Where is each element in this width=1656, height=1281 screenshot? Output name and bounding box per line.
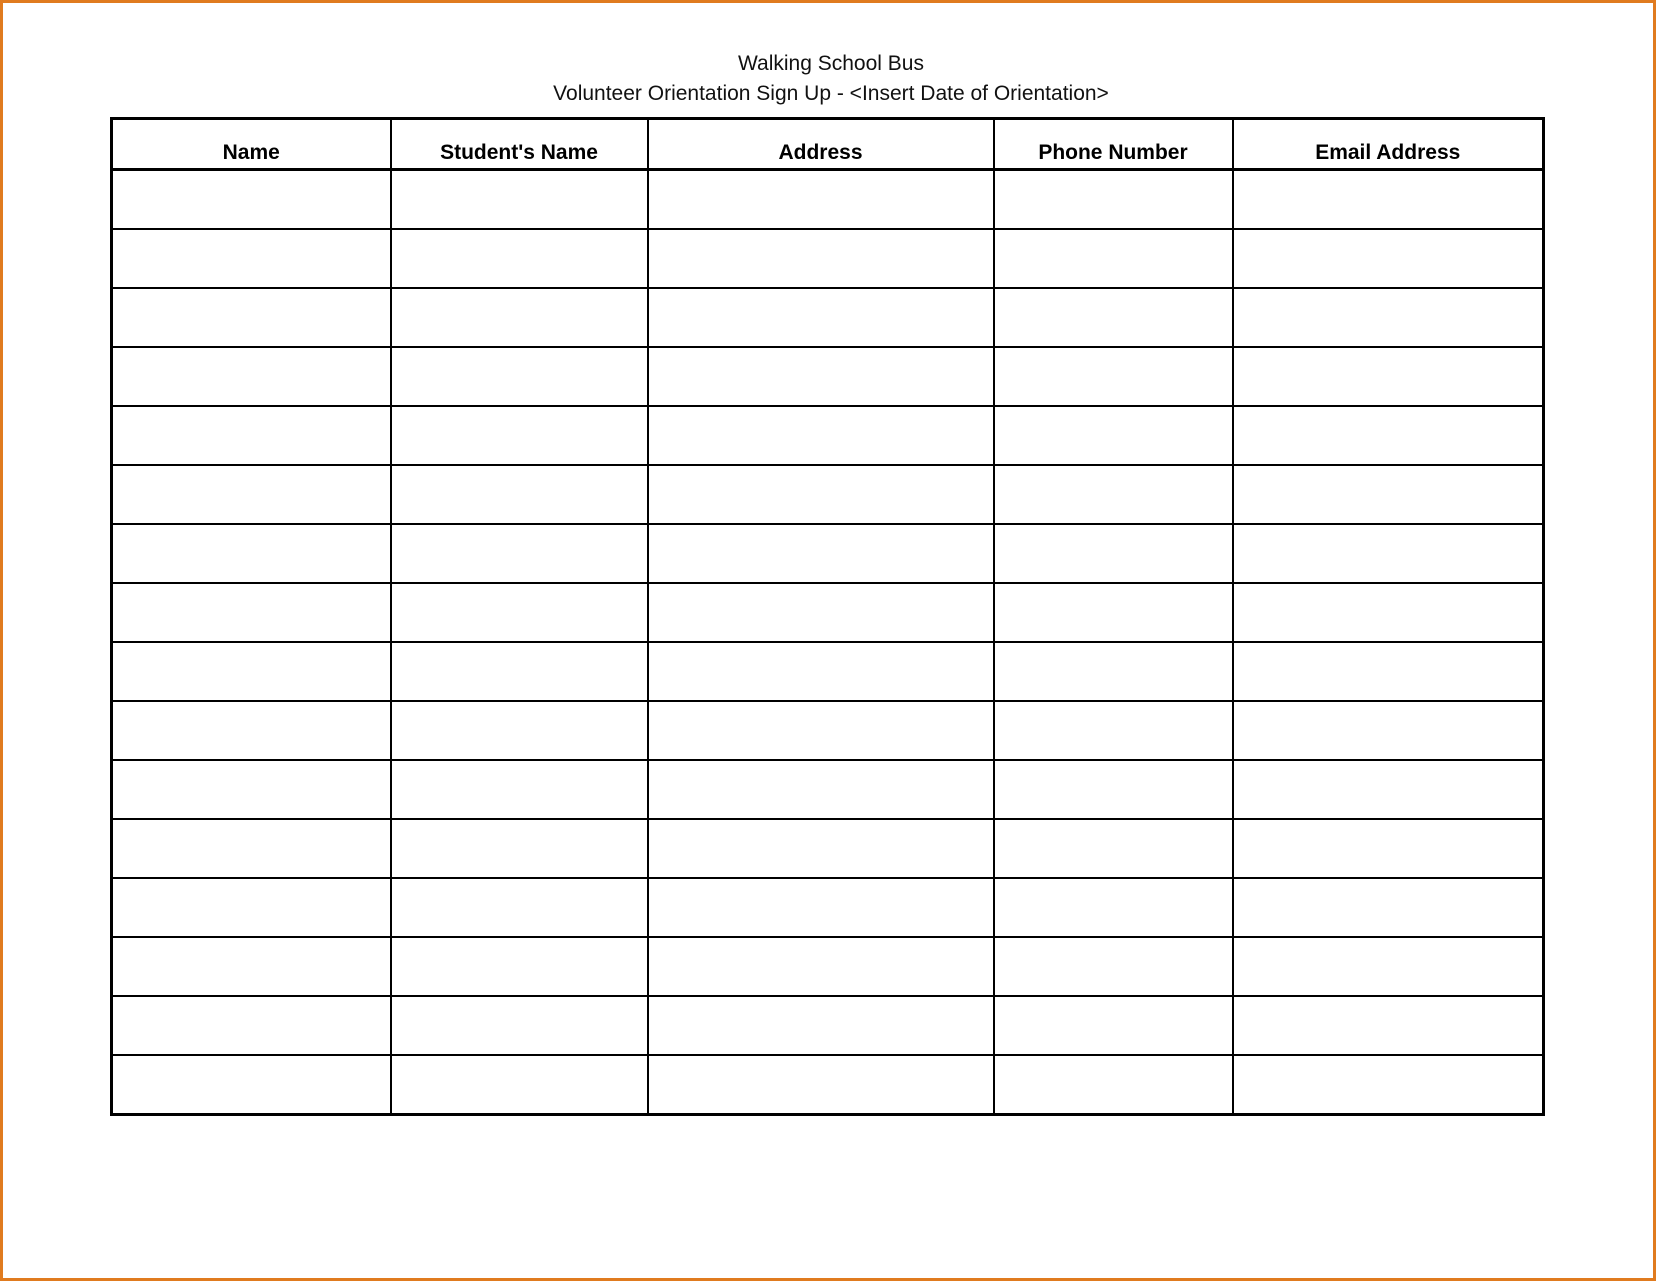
cell-name[interactable]: [112, 642, 391, 701]
cell-address[interactable]: [648, 524, 994, 583]
table-row: [112, 288, 1544, 347]
column-header-students-name: Student's Name: [391, 119, 648, 170]
cell-students-name[interactable]: [391, 996, 648, 1055]
cell-phone-number[interactable]: [994, 583, 1233, 642]
table-body: [112, 170, 1544, 1115]
cell-name[interactable]: [112, 170, 391, 230]
cell-phone-number[interactable]: [994, 819, 1233, 878]
table-row: [112, 347, 1544, 406]
cell-name[interactable]: [112, 288, 391, 347]
cell-phone-number[interactable]: [994, 465, 1233, 524]
cell-phone-number[interactable]: [994, 701, 1233, 760]
cell-address[interactable]: [648, 760, 994, 819]
cell-email-address[interactable]: [1233, 524, 1544, 583]
table-row: [112, 819, 1544, 878]
cell-students-name[interactable]: [391, 701, 648, 760]
cell-address[interactable]: [648, 347, 994, 406]
cell-email-address[interactable]: [1233, 878, 1544, 937]
cell-students-name[interactable]: [391, 288, 648, 347]
cell-phone-number[interactable]: [994, 229, 1233, 288]
cell-phone-number[interactable]: [994, 642, 1233, 701]
cell-students-name[interactable]: [391, 937, 648, 996]
cell-name[interactable]: [112, 701, 391, 760]
cell-email-address[interactable]: [1233, 170, 1544, 230]
table-row: [112, 465, 1544, 524]
cell-phone-number[interactable]: [994, 878, 1233, 937]
cell-name[interactable]: [112, 937, 391, 996]
cell-students-name[interactable]: [391, 229, 648, 288]
cell-email-address[interactable]: [1233, 465, 1544, 524]
cell-address[interactable]: [648, 878, 994, 937]
cell-students-name[interactable]: [391, 819, 648, 878]
cell-address[interactable]: [648, 642, 994, 701]
cell-students-name[interactable]: [391, 583, 648, 642]
cell-name[interactable]: [112, 406, 391, 465]
cell-phone-number[interactable]: [994, 1055, 1233, 1115]
cell-name[interactable]: [112, 996, 391, 1055]
cell-address[interactable]: [648, 937, 994, 996]
signup-table: [110, 117, 1545, 1116]
cell-address[interactable]: [648, 465, 994, 524]
table-row: [112, 996, 1544, 1055]
cell-email-address[interactable]: [1233, 406, 1544, 465]
column-header-address: Address: [648, 119, 994, 170]
cell-phone-number[interactable]: [994, 760, 1233, 819]
cell-address[interactable]: [648, 1055, 994, 1115]
table-row: [112, 760, 1544, 819]
cell-name[interactable]: [112, 229, 391, 288]
cell-students-name[interactable]: [391, 642, 648, 701]
cell-name[interactable]: [112, 583, 391, 642]
table-header-row: [112, 119, 1544, 170]
cell-address[interactable]: [648, 819, 994, 878]
cell-email-address[interactable]: [1233, 819, 1544, 878]
cell-students-name[interactable]: [391, 465, 648, 524]
cell-phone-number[interactable]: [994, 937, 1233, 996]
cell-address[interactable]: [648, 701, 994, 760]
table-row: [112, 583, 1544, 642]
cell-phone-number[interactable]: [994, 406, 1233, 465]
table-row: [112, 229, 1544, 288]
cell-email-address[interactable]: [1233, 760, 1544, 819]
cell-address[interactable]: [648, 406, 994, 465]
document-title: Walking School Bus: [738, 52, 924, 75]
table-row: [112, 878, 1544, 937]
cell-phone-number[interactable]: [994, 524, 1233, 583]
cell-name[interactable]: [112, 347, 391, 406]
cell-students-name[interactable]: [391, 524, 648, 583]
cell-address[interactable]: [648, 583, 994, 642]
cell-email-address[interactable]: [1233, 642, 1544, 701]
cell-name[interactable]: [112, 465, 391, 524]
table-row: [112, 701, 1544, 760]
column-header-email-address: Email Address: [1233, 119, 1544, 170]
table-row: [112, 1055, 1544, 1115]
cell-phone-number[interactable]: [994, 996, 1233, 1055]
document-subtitle: Volunteer Orientation Sign Up - <Insert Date of Orientation>: [553, 82, 1109, 105]
cell-email-address[interactable]: [1233, 996, 1544, 1055]
cell-email-address[interactable]: [1233, 229, 1544, 288]
cell-email-address[interactable]: [1233, 583, 1544, 642]
cell-name[interactable]: [112, 760, 391, 819]
cell-address[interactable]: [648, 996, 994, 1055]
cell-address[interactable]: [648, 288, 994, 347]
table-row: [112, 937, 1544, 996]
cell-email-address[interactable]: [1233, 1055, 1544, 1115]
column-header-phone-number: Phone Number: [994, 119, 1233, 170]
cell-name[interactable]: [112, 878, 391, 937]
column-header-name: Name: [112, 119, 391, 170]
table-row: [112, 524, 1544, 583]
cell-students-name[interactable]: [391, 347, 648, 406]
cell-name[interactable]: [112, 819, 391, 878]
table-row: [112, 170, 1544, 230]
cell-phone-number[interactable]: [994, 170, 1233, 230]
cell-email-address[interactable]: [1233, 347, 1544, 406]
cell-students-name[interactable]: [391, 878, 648, 937]
cell-address[interactable]: [648, 170, 994, 230]
table-row: [112, 406, 1544, 465]
title-block: [3, 49, 1656, 109]
cell-students-name[interactable]: [391, 1055, 648, 1115]
cell-students-name[interactable]: [391, 760, 648, 819]
cell-name[interactable]: [112, 1055, 391, 1115]
cell-students-name[interactable]: [391, 406, 648, 465]
cell-email-address[interactable]: [1233, 288, 1544, 347]
cell-email-address[interactable]: [1233, 701, 1544, 760]
cell-name[interactable]: [112, 524, 391, 583]
cell-phone-number[interactable]: [994, 288, 1233, 347]
table-row: [112, 642, 1544, 701]
cell-email-address[interactable]: [1233, 937, 1544, 996]
cell-students-name[interactable]: [391, 170, 648, 230]
cell-phone-number[interactable]: [994, 347, 1233, 406]
cell-address[interactable]: [648, 229, 994, 288]
